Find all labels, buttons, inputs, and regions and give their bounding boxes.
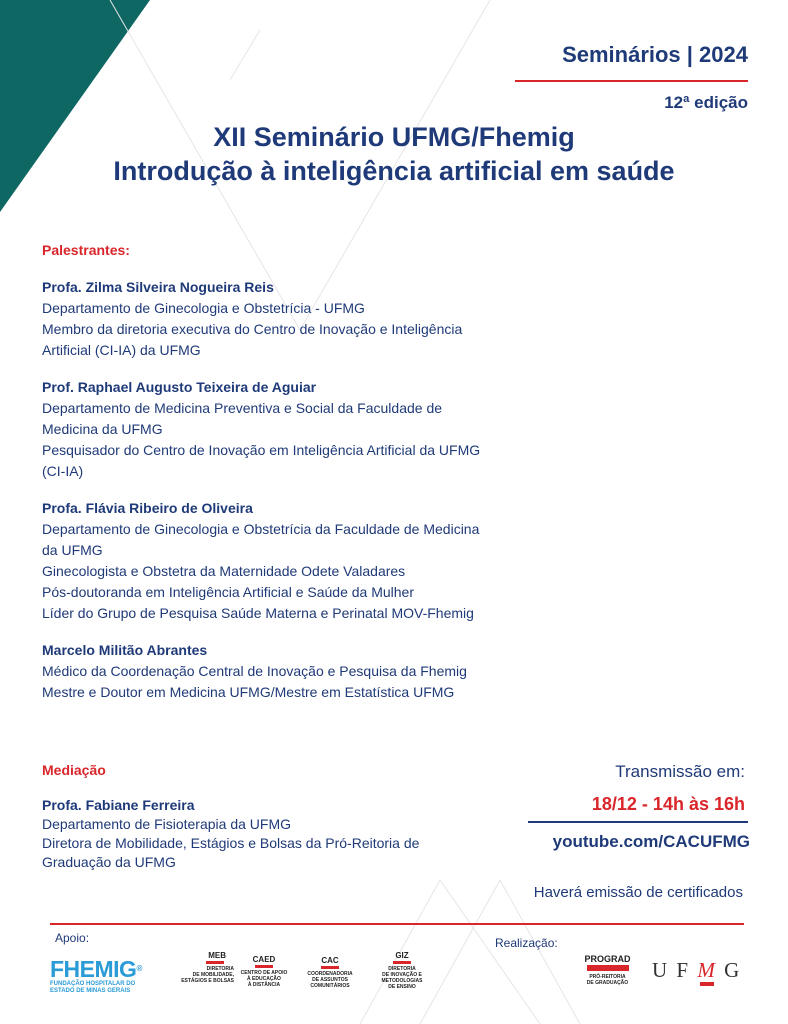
fhemig-registered-mark: ® [136,964,142,973]
speaker-affiliation: Médico da Coordenação Central de Inovação e Pesquisa da Fhemig [42,663,467,679]
giz-logo [366,951,438,990]
prograd-logo [575,954,640,986]
speakers-heading: Palestrantes: [42,242,130,258]
speaker-item [42,640,602,703]
transmission-label: Transmissão em: [615,762,745,781]
unit-description: COORDENADORIA [307,971,353,977]
unit-red-bar [206,961,224,964]
speaker-affiliation: Pesquisador do Centro de Inovação em Inteligência Artificial da UFMG [42,442,481,458]
mediator-affiliation: Departamento de Fisioterapia da UFMG [42,816,291,832]
speaker-affiliation: Departamento de Medicina Preventiva e Social da Faculdade de [42,400,443,416]
series-label: Seminários | 2024 [562,42,748,67]
unit-description: DE INOVAÇÃO E [382,972,422,978]
mediator-affiliation: Diretora de Mobilidade, Estágios e Bolsas da Pró-Reitoria de [42,835,420,851]
speaker-affiliation: Mestre e Doutor em Medicina UFMG/Mestre em Estatística UFMG [42,684,455,700]
series-divider [515,80,748,82]
unit-description: À DISTÂNCIA [247,982,281,988]
unit-description: COMUNITÁRIOS [310,983,350,989]
unit-code: MEB [208,951,226,960]
fhemig-logo-text: FHEMIG [50,956,137,982]
unit-description: À EDUCAÇÃO [247,976,281,982]
cac-logo [294,956,366,989]
speaker-name: Profa. Flávia Ribeiro de Oliveira [42,500,253,516]
fhemig-subtitle: ESTADO DE MINAS GERAIS [50,988,131,994]
unit-code: GIZ [395,951,409,960]
speaker-name: Profa. Zilma Silveira Nogueira Reis [42,279,274,295]
speaker-item [42,377,602,482]
unit-description: DIRETORIA [206,966,234,972]
fhemig-logo [50,957,150,995]
prograd-description: DE GRADUAÇÃO [586,980,629,986]
caed-logo [228,955,300,988]
title-line-2: Introdução à inteligência artificial em saúde [113,156,675,186]
fhemig-subtitle: FUNDAÇÃO HOSPITALAR DO [50,981,136,987]
ufmg-logo-red-bar [700,982,714,986]
prograd-red-bar [587,965,629,971]
speaker-item [42,277,602,361]
apoio-label: Apoio: [55,931,90,945]
unit-red-bar [393,961,411,964]
footer-divider [50,923,744,925]
prograd-code: PROGRAD [584,954,631,964]
unit-description: DE MOBILIDADE, [192,972,234,978]
page-title [0,120,788,188]
speaker-affiliation: da UFMG [42,542,103,558]
speaker-name: Prof. Raphael Augusto Teixeira de Aguiar [42,379,317,395]
speaker-affiliation: Pós-doutoranda em Inteligência Artificial e Saúde da Mulher [42,584,414,600]
unit-description: DE ASSUNTOS [312,977,348,983]
transmission-date: 18/12 - 14h às 16h [591,794,745,814]
mediation-section [42,761,512,872]
transmission-divider [528,821,748,823]
speaker-item [42,498,602,624]
unit-description: DIRETORIA [388,966,416,972]
ufmg-logo: U F M G [652,958,742,982]
unit-description: ESTÁGIOS E BOLSAS [181,978,234,984]
speaker-affiliation: Medicina da UFMG [42,421,163,437]
title-line-1: XII Seminário UFMG/Fhemig [213,122,575,152]
prograd-description: PRÓ-REITORIA [589,974,626,980]
edition-label: 12ª edição [664,93,748,112]
speaker-affiliation: Membro da diretoria executiva do Centro de Inovação e Inteligência [42,321,463,337]
speakers-section [42,240,602,703]
unit-code: CAC [321,956,339,965]
unit-description: METODOLOGIAS [381,978,423,984]
unit-red-bar [321,966,339,969]
mediation-heading: Mediação [42,762,106,778]
youtube-link[interactable]: youtube.com/CACUFMG [552,832,750,851]
mediator-name: Profa. Fabiane Ferreira [42,797,195,813]
speaker-name: Marcelo Militão Abrantes [42,642,208,658]
speaker-affiliation: Líder do Grupo de Pesquisa Saúde Materna e Perinatal MOV-Fhemig [42,605,474,621]
realizacao-label: Realização: [495,936,558,950]
unit-description: DE ENSINO [388,984,416,990]
certificate-note: Haverá emissão de certificados [533,884,743,901]
speaker-affiliation: (CI-IA) [42,463,84,479]
speaker-affiliation: Artificial (CI-IA) da UFMG [42,342,201,358]
unit-red-bar [255,965,273,968]
unit-description: CENTRO DE APOIO [240,970,288,976]
unit-code: CAED [252,955,276,964]
mediator-affiliation: Graduação da UFMG [42,854,176,870]
speaker-affiliation: Departamento de Ginecologia e Obstetrícia - UFMG [42,300,365,316]
speaker-affiliation: Departamento de Ginecologia e Obstetrícia da Faculdade de Medicina [42,521,480,537]
speaker-affiliation: Ginecologista e Obstetra da Maternidade Odete Valadares [42,563,406,579]
